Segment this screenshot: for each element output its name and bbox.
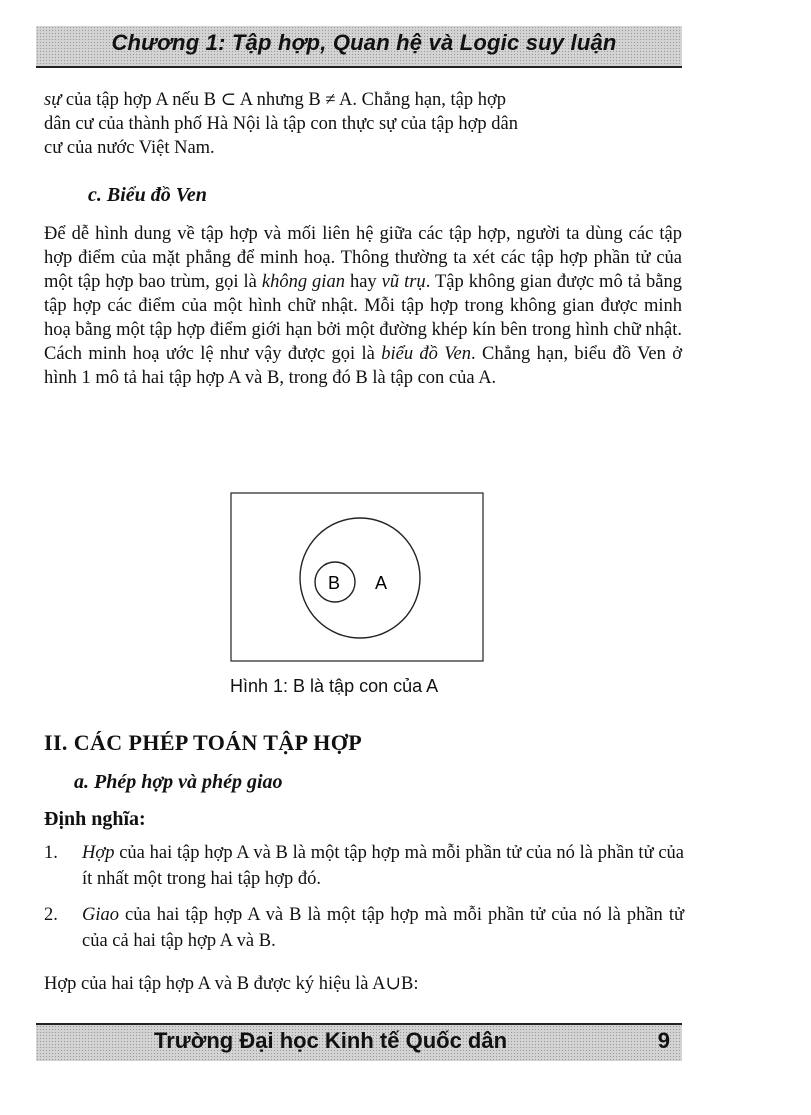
chapter-title: Chương 1: Tập hợp, Quan hệ và Logic suy luận <box>111 30 617 55</box>
page-footer <box>36 1023 682 1061</box>
venn-diagram <box>230 492 484 662</box>
term-intersection: Giao <box>82 905 119 925</box>
union-intersection-heading: a. Phép hợp và phép giao <box>74 771 283 793</box>
venn-em-1: không gian <box>261 272 345 292</box>
venn-text-4: . Chẳng hạn, biểu đồ Ven ở hình 1 mô tả hai tập hợp A và B, trong đó B là tập con của A. <box>44 344 682 388</box>
intro-line-2: dân cư của thành phố Hà Nội là tập con thực sự của tập hợp dân <box>44 114 518 134</box>
intro-line-1 <box>44 88 682 112</box>
chapter-header <box>36 26 682 68</box>
set-a-circle <box>300 518 420 638</box>
list-number: 1. <box>44 843 58 863</box>
venn-paragraph <box>44 222 682 390</box>
union-notation-line: Hợp của hai tập hợp A và B được ký hiệu là A∪B: <box>44 974 419 994</box>
university-name: Trường Đại học Kinh tế Quốc dân <box>154 1028 508 1053</box>
figure-caption: Hình 1: B là tập con của A <box>230 676 439 696</box>
intro-em-word: sự <box>44 90 62 110</box>
set-b-label: B <box>328 573 341 593</box>
venn-text-2: hay <box>344 272 382 292</box>
intro-line-3: cư của nước Việt Nam. <box>44 138 215 158</box>
venn-text-1: Để dễ hình dung về tập hợp và mối liên hệ giữa các tập hợp, người ta dùng các tập hợp điểm của mặt phẳng để minh hoạ. Thông thường ta xét các tập hợp phần tử của một tập hợp bao trùm, gọi là <box>44 224 682 292</box>
intro-paragraph <box>44 88 682 160</box>
venn-em-3: biểu đồ Ven <box>381 344 471 364</box>
venn-heading: c. Biểu đồ Ven <box>88 184 207 206</box>
definition-label: Định nghĩa: <box>44 808 146 830</box>
intro-line-1-text: của tập hợp A nếu B ⊂ A nhưng B ≠ A. Chẳng hạn, tập hợp <box>61 90 507 110</box>
section-heading: II. CÁC PHÉP TOÁN TẬP HỢP <box>44 730 363 755</box>
list-item-union <box>44 840 684 892</box>
venn-em-2: vũ trụ <box>381 272 426 292</box>
definition-union: của hai tập hợp A và B là một tập hợp mà mỗi phần tử của nó là phần tử của ít nhất một trong hai tập hợp đó. <box>82 843 684 889</box>
page-number: 9 <box>657 1028 670 1053</box>
set-a-label: A <box>375 573 388 593</box>
term-union: Hợp <box>82 843 115 863</box>
venn-text-3: . Tập không gian được mô tả bằng tập hợp các điểm của một hình chữ nhật. Mỗi tập hợp trong không gian được minh hoạ bằng một tập hợp điểm giới hạn bởi một đường khép kín bên trong hình chữ nhật. Cách minh hoạ ước lệ như vậy được gọi là <box>44 272 682 364</box>
list-number: 2. <box>44 905 58 925</box>
definition-intersection: của hai tập hợp A và B là một tập hợp mà mỗi phần tử của nó là phần tử của cả hai tập hợp A và B. <box>82 905 684 951</box>
list-item-intersection <box>44 902 684 954</box>
